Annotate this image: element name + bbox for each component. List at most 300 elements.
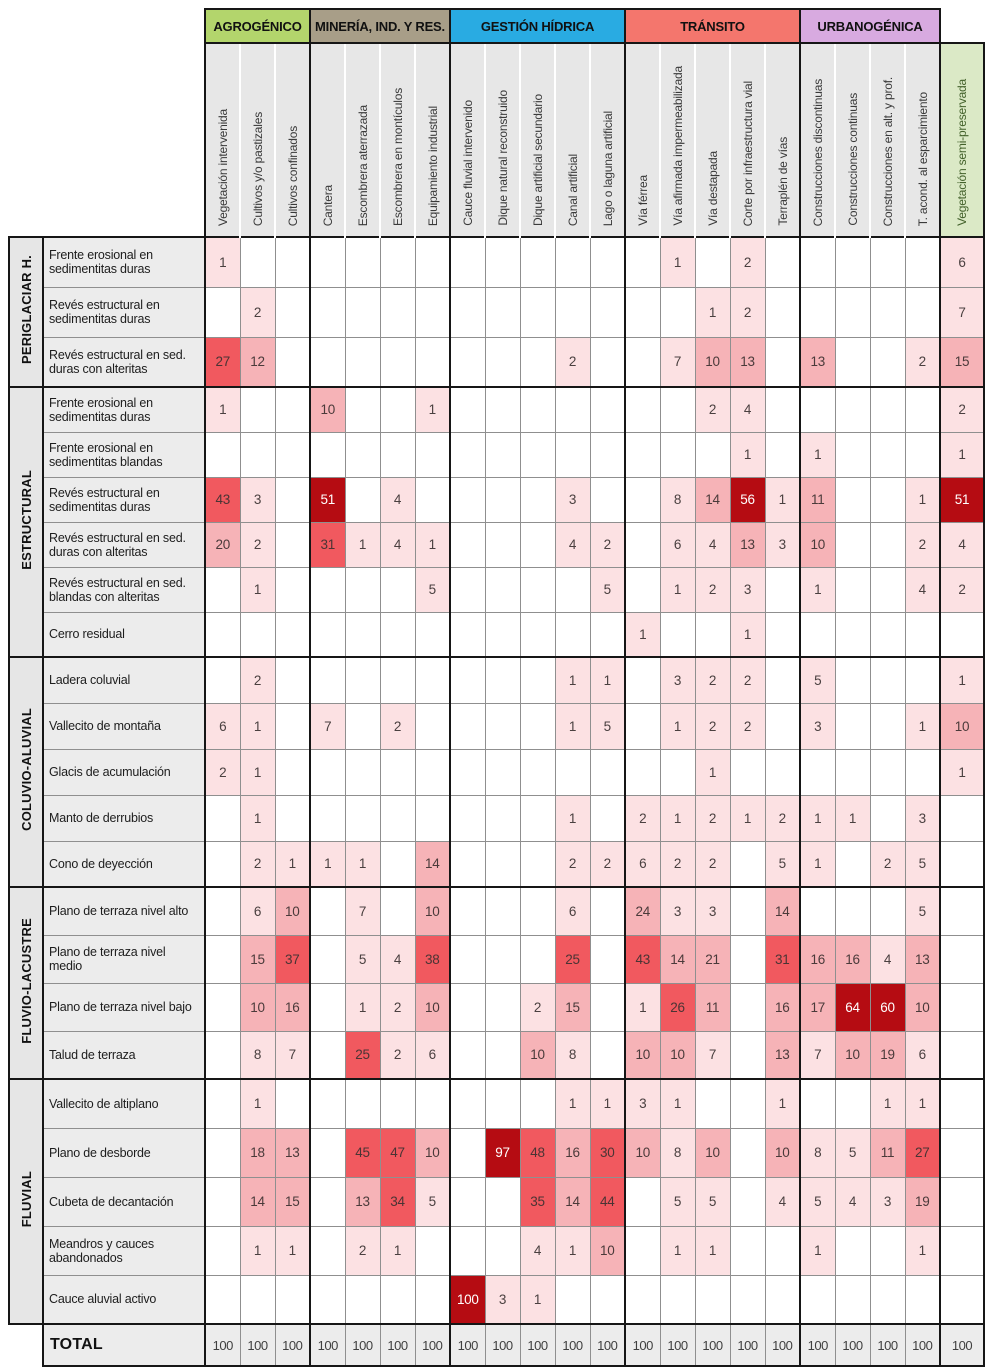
value-cell bbox=[450, 703, 485, 749]
value-cell: 4 bbox=[765, 1177, 800, 1226]
total-value-cell: 100 bbox=[555, 1324, 590, 1366]
value-cell bbox=[590, 1031, 625, 1079]
value-cell: 3 bbox=[660, 887, 695, 935]
row-label: Revés estructural en sed. duras con alteritas bbox=[43, 522, 205, 567]
value-cell bbox=[730, 983, 765, 1031]
value-cell bbox=[520, 612, 555, 657]
value-cell: 2 bbox=[345, 1226, 380, 1275]
value-cell: 4 bbox=[730, 387, 765, 432]
value-cell bbox=[730, 1275, 765, 1324]
table-row bbox=[9, 567, 984, 612]
value-cell bbox=[940, 1177, 984, 1226]
value-cell bbox=[835, 887, 870, 935]
value-cell bbox=[450, 387, 485, 432]
value-cell: 3 bbox=[555, 477, 590, 522]
value-cell: 1 bbox=[275, 841, 310, 887]
column-header bbox=[765, 43, 800, 237]
value-cell: 20 bbox=[205, 522, 240, 567]
value-cell: 34 bbox=[380, 1177, 415, 1226]
value-cell: 2 bbox=[730, 703, 765, 749]
value-cell bbox=[485, 337, 520, 387]
total-row bbox=[9, 1324, 984, 1366]
value-cell bbox=[380, 287, 415, 337]
total-value-cell: 100 bbox=[800, 1324, 835, 1366]
value-cell bbox=[870, 287, 905, 337]
value-cell: 16 bbox=[835, 935, 870, 983]
value-cell bbox=[730, 1031, 765, 1079]
value-cell bbox=[730, 887, 765, 935]
value-cell bbox=[765, 612, 800, 657]
value-cell: 2 bbox=[555, 841, 590, 887]
value-cell bbox=[415, 749, 450, 795]
total-value-cell: 100 bbox=[275, 1324, 310, 1366]
row-group-cell bbox=[9, 1079, 43, 1324]
value-cell bbox=[415, 287, 450, 337]
value-cell: 1 bbox=[240, 749, 275, 795]
value-cell: 16 bbox=[555, 1128, 590, 1177]
value-cell: 2 bbox=[695, 567, 730, 612]
value-cell: 4 bbox=[380, 477, 415, 522]
value-cell: 13 bbox=[730, 337, 765, 387]
column-header bbox=[625, 43, 660, 237]
value-cell bbox=[905, 1275, 940, 1324]
value-cell bbox=[870, 887, 905, 935]
value-cell: 10 bbox=[415, 887, 450, 935]
value-cell bbox=[415, 432, 450, 477]
value-cell bbox=[555, 287, 590, 337]
value-cell: 2 bbox=[240, 522, 275, 567]
value-cell bbox=[940, 935, 984, 983]
table-row bbox=[9, 1177, 984, 1226]
value-cell bbox=[730, 749, 765, 795]
value-cell bbox=[520, 567, 555, 612]
value-cell bbox=[205, 935, 240, 983]
value-cell bbox=[450, 1226, 485, 1275]
value-cell: 56 bbox=[730, 477, 765, 522]
value-cell bbox=[485, 657, 520, 703]
column-header-label: Cultivos y/o pastizales bbox=[250, 111, 265, 226]
value-cell bbox=[870, 1275, 905, 1324]
value-cell bbox=[345, 749, 380, 795]
value-cell bbox=[800, 612, 835, 657]
row-group-label: COLUVIO-ALUVIAL bbox=[18, 708, 34, 831]
value-cell bbox=[205, 1177, 240, 1226]
value-cell bbox=[835, 841, 870, 887]
value-cell: 97 bbox=[485, 1128, 520, 1177]
value-cell: 1 bbox=[940, 749, 984, 795]
value-cell: 48 bbox=[520, 1128, 555, 1177]
row-label: Vallecito de montaña bbox=[43, 703, 205, 749]
value-cell bbox=[835, 287, 870, 337]
value-cell bbox=[835, 477, 870, 522]
value-cell bbox=[625, 1275, 660, 1324]
value-cell bbox=[450, 795, 485, 841]
value-cell bbox=[310, 657, 345, 703]
value-cell: 10 bbox=[695, 337, 730, 387]
value-cell bbox=[450, 1079, 485, 1128]
column-header bbox=[450, 43, 485, 237]
value-cell bbox=[485, 432, 520, 477]
total-value-cell: 100 bbox=[625, 1324, 660, 1366]
value-cell bbox=[870, 432, 905, 477]
value-cell bbox=[555, 237, 590, 287]
value-cell bbox=[835, 1275, 870, 1324]
value-cell bbox=[590, 795, 625, 841]
value-cell bbox=[870, 337, 905, 387]
value-cell: 5 bbox=[905, 887, 940, 935]
value-cell bbox=[940, 1031, 984, 1079]
table-row bbox=[9, 657, 984, 703]
value-cell bbox=[415, 337, 450, 387]
value-cell: 1 bbox=[240, 567, 275, 612]
value-cell bbox=[695, 612, 730, 657]
value-cell: 15 bbox=[240, 935, 275, 983]
value-cell bbox=[310, 1128, 345, 1177]
row-label: Frente erosional en sedimentitas duras bbox=[43, 237, 205, 287]
column-group-header: MINERÍA, IND. Y RES. bbox=[310, 9, 450, 43]
value-cell bbox=[310, 887, 345, 935]
value-cell bbox=[380, 237, 415, 287]
value-cell: 3 bbox=[660, 657, 695, 703]
value-cell bbox=[275, 703, 310, 749]
value-cell: 2 bbox=[240, 841, 275, 887]
value-cell bbox=[555, 432, 590, 477]
value-cell bbox=[660, 1275, 695, 1324]
value-cell bbox=[800, 887, 835, 935]
value-cell bbox=[380, 612, 415, 657]
value-cell bbox=[450, 237, 485, 287]
value-cell: 2 bbox=[695, 795, 730, 841]
value-cell: 1 bbox=[660, 703, 695, 749]
value-cell: 6 bbox=[940, 237, 984, 287]
value-cell: 10 bbox=[905, 983, 940, 1031]
value-cell: 100 bbox=[450, 1275, 485, 1324]
column-header-label: Lago o laguna artificial bbox=[600, 110, 615, 226]
value-cell: 6 bbox=[625, 841, 660, 887]
value-cell bbox=[625, 657, 660, 703]
value-cell bbox=[660, 387, 695, 432]
value-cell bbox=[485, 887, 520, 935]
value-cell bbox=[520, 477, 555, 522]
value-cell: 13 bbox=[800, 337, 835, 387]
value-cell: 1 bbox=[240, 703, 275, 749]
value-cell bbox=[275, 567, 310, 612]
total-value-cell: 100 bbox=[835, 1324, 870, 1366]
value-cell: 4 bbox=[380, 935, 415, 983]
value-cell bbox=[625, 703, 660, 749]
value-cell: 2 bbox=[590, 841, 625, 887]
value-cell: 2 bbox=[730, 287, 765, 337]
value-cell: 2 bbox=[660, 841, 695, 887]
total-label: TOTAL bbox=[43, 1324, 205, 1366]
value-cell: 1 bbox=[940, 657, 984, 703]
value-cell bbox=[275, 237, 310, 287]
value-cell bbox=[835, 703, 870, 749]
value-cell bbox=[765, 1226, 800, 1275]
value-cell: 7 bbox=[275, 1031, 310, 1079]
value-cell bbox=[835, 749, 870, 795]
value-cell bbox=[205, 841, 240, 887]
value-cell: 2 bbox=[590, 522, 625, 567]
value-cell: 18 bbox=[240, 1128, 275, 1177]
value-cell bbox=[800, 237, 835, 287]
value-cell bbox=[240, 612, 275, 657]
value-cell: 14 bbox=[765, 887, 800, 935]
total-value-cell: 100 bbox=[520, 1324, 555, 1366]
value-cell bbox=[345, 1275, 380, 1324]
value-cell bbox=[800, 387, 835, 432]
value-cell: 4 bbox=[380, 522, 415, 567]
value-cell bbox=[345, 477, 380, 522]
column-header-label: Cantera bbox=[320, 184, 335, 226]
total-value-cell: 100 bbox=[380, 1324, 415, 1366]
row-label: Revés estructural en sed. duras con alteritas bbox=[43, 337, 205, 387]
value-cell bbox=[450, 1128, 485, 1177]
value-cell bbox=[450, 657, 485, 703]
value-cell bbox=[450, 477, 485, 522]
column-header-label: Vía férrea bbox=[635, 175, 650, 226]
value-cell: 7 bbox=[940, 287, 984, 337]
value-cell bbox=[905, 387, 940, 432]
value-cell bbox=[625, 749, 660, 795]
value-cell bbox=[345, 1079, 380, 1128]
value-cell bbox=[205, 432, 240, 477]
value-cell bbox=[765, 337, 800, 387]
value-cell bbox=[940, 1128, 984, 1177]
value-cell: 5 bbox=[800, 1177, 835, 1226]
value-cell: 8 bbox=[660, 477, 695, 522]
value-cell bbox=[870, 1226, 905, 1275]
value-cell: 3 bbox=[765, 522, 800, 567]
value-cell bbox=[275, 612, 310, 657]
value-cell: 26 bbox=[660, 983, 695, 1031]
value-cell bbox=[310, 567, 345, 612]
value-cell: 1 bbox=[835, 795, 870, 841]
value-cell bbox=[870, 477, 905, 522]
value-cell: 16 bbox=[765, 983, 800, 1031]
value-cell bbox=[310, 1079, 345, 1128]
value-cell bbox=[345, 795, 380, 841]
value-cell: 1 bbox=[380, 1226, 415, 1275]
column-header-label: Cauce fluvial intervenido bbox=[460, 100, 475, 226]
value-cell: 15 bbox=[275, 1177, 310, 1226]
value-cell bbox=[520, 795, 555, 841]
table-row bbox=[9, 1031, 984, 1079]
value-cell bbox=[415, 477, 450, 522]
value-cell: 7 bbox=[345, 887, 380, 935]
total-value-cell: 100 bbox=[695, 1324, 730, 1366]
value-cell: 1 bbox=[905, 477, 940, 522]
value-cell: 1 bbox=[800, 432, 835, 477]
value-cell bbox=[765, 287, 800, 337]
total-value-cell: 100 bbox=[765, 1324, 800, 1366]
value-cell bbox=[765, 657, 800, 703]
value-cell bbox=[485, 477, 520, 522]
column-header-label: Canal artificial bbox=[565, 153, 580, 226]
value-cell bbox=[380, 657, 415, 703]
value-cell: 3 bbox=[905, 795, 940, 841]
total-value-cell: 100 bbox=[590, 1324, 625, 1366]
value-cell bbox=[590, 749, 625, 795]
value-cell bbox=[800, 1275, 835, 1324]
row-group-cell bbox=[9, 387, 43, 657]
total-value-cell: 100 bbox=[310, 1324, 345, 1366]
value-cell bbox=[590, 1275, 625, 1324]
row-label: Glacis de acumulación bbox=[43, 749, 205, 795]
value-cell: 30 bbox=[590, 1128, 625, 1177]
value-cell: 5 bbox=[345, 935, 380, 983]
value-cell: 4 bbox=[905, 567, 940, 612]
value-cell bbox=[275, 432, 310, 477]
row-label: Cono de deyección bbox=[43, 841, 205, 887]
total-value-cell: 100 bbox=[660, 1324, 695, 1366]
value-cell: 21 bbox=[695, 935, 730, 983]
value-cell bbox=[275, 795, 310, 841]
value-cell bbox=[660, 287, 695, 337]
value-cell: 10 bbox=[415, 983, 450, 1031]
value-cell: 1 bbox=[660, 237, 695, 287]
value-cell bbox=[205, 795, 240, 841]
value-cell bbox=[310, 795, 345, 841]
value-cell bbox=[555, 387, 590, 432]
value-cell bbox=[415, 795, 450, 841]
value-cell: 51 bbox=[940, 477, 984, 522]
value-cell bbox=[310, 1275, 345, 1324]
value-cell bbox=[345, 237, 380, 287]
column-header bbox=[590, 43, 625, 237]
value-cell bbox=[625, 287, 660, 337]
value-cell: 1 bbox=[870, 1079, 905, 1128]
matrix-wrapper bbox=[8, 8, 985, 1367]
value-cell bbox=[485, 1177, 520, 1226]
value-cell bbox=[625, 567, 660, 612]
value-cell bbox=[625, 237, 660, 287]
column-header-preserved-vegetation bbox=[940, 43, 984, 237]
value-cell bbox=[450, 337, 485, 387]
value-cell: 38 bbox=[415, 935, 450, 983]
value-cell: 1 bbox=[730, 795, 765, 841]
column-header-label: Vegetación semi-preservada bbox=[955, 79, 969, 226]
value-cell: 6 bbox=[240, 887, 275, 935]
value-cell bbox=[450, 749, 485, 795]
value-cell: 1 bbox=[205, 387, 240, 432]
value-cell bbox=[345, 337, 380, 387]
value-cell bbox=[310, 432, 345, 477]
column-header-label: Terraplén de vías bbox=[775, 137, 790, 226]
value-cell: 10 bbox=[625, 1031, 660, 1079]
value-cell bbox=[485, 749, 520, 795]
value-cell bbox=[520, 522, 555, 567]
value-cell bbox=[590, 287, 625, 337]
value-cell bbox=[485, 237, 520, 287]
value-cell bbox=[905, 612, 940, 657]
value-cell bbox=[310, 287, 345, 337]
value-cell: 1 bbox=[800, 795, 835, 841]
row-label: Plano de terraza nivel medio bbox=[43, 935, 205, 983]
total-value-cell: 100 bbox=[905, 1324, 940, 1366]
value-cell bbox=[450, 887, 485, 935]
value-cell: 10 bbox=[765, 1128, 800, 1177]
value-cell bbox=[240, 1275, 275, 1324]
value-cell bbox=[835, 387, 870, 432]
value-cell bbox=[520, 337, 555, 387]
value-cell bbox=[590, 337, 625, 387]
value-cell bbox=[380, 841, 415, 887]
value-cell: 3 bbox=[695, 887, 730, 935]
value-cell: 31 bbox=[765, 935, 800, 983]
value-cell: 37 bbox=[275, 935, 310, 983]
table-row bbox=[9, 387, 984, 432]
table-row bbox=[9, 1079, 984, 1128]
column-header bbox=[870, 43, 905, 237]
value-cell bbox=[835, 612, 870, 657]
intervention-matrix-table bbox=[8, 8, 985, 1367]
value-cell bbox=[345, 567, 380, 612]
column-header bbox=[205, 43, 240, 237]
value-cell: 10 bbox=[800, 522, 835, 567]
value-cell bbox=[695, 1275, 730, 1324]
value-cell bbox=[205, 887, 240, 935]
value-cell bbox=[380, 432, 415, 477]
value-cell: 13 bbox=[345, 1177, 380, 1226]
row-label: Talud de terraza bbox=[43, 1031, 205, 1079]
value-cell: 10 bbox=[625, 1128, 660, 1177]
value-cell: 44 bbox=[590, 1177, 625, 1226]
value-cell bbox=[485, 287, 520, 337]
column-header bbox=[835, 43, 870, 237]
value-cell: 13 bbox=[905, 935, 940, 983]
value-cell bbox=[450, 432, 485, 477]
value-cell bbox=[450, 612, 485, 657]
row-label: Manto de derrubios bbox=[43, 795, 205, 841]
value-cell: 45 bbox=[345, 1128, 380, 1177]
value-cell bbox=[520, 387, 555, 432]
row-label: Meandros y cauces abandonados bbox=[43, 1226, 205, 1275]
value-cell: 16 bbox=[275, 983, 310, 1031]
value-cell: 24 bbox=[625, 887, 660, 935]
row-label: Frente erosional en sedimentitas blandas bbox=[43, 432, 205, 477]
value-cell: 25 bbox=[555, 935, 590, 983]
value-cell: 1 bbox=[555, 657, 590, 703]
value-cell: 14 bbox=[695, 477, 730, 522]
value-cell: 12 bbox=[240, 337, 275, 387]
column-header-label: Vía destapada bbox=[705, 151, 720, 226]
value-cell: 2 bbox=[940, 567, 984, 612]
value-cell: 47 bbox=[380, 1128, 415, 1177]
column-header bbox=[730, 43, 765, 237]
column-header-label: Construcciones continuas bbox=[845, 93, 860, 226]
table-row bbox=[9, 432, 984, 477]
value-cell: 15 bbox=[940, 337, 984, 387]
value-cell: 3 bbox=[625, 1079, 660, 1128]
value-cell bbox=[380, 567, 415, 612]
value-cell bbox=[310, 935, 345, 983]
value-cell bbox=[345, 287, 380, 337]
row-group-label: FLUVIO-LACUSTRE bbox=[18, 917, 34, 1044]
legend-area-spacer bbox=[9, 9, 205, 237]
value-cell: 1 bbox=[275, 1226, 310, 1275]
value-cell: 5 bbox=[660, 1177, 695, 1226]
value-cell bbox=[905, 287, 940, 337]
value-cell bbox=[870, 657, 905, 703]
table-row bbox=[9, 522, 984, 567]
column-header-label: Corte por infraestructura vial bbox=[740, 80, 755, 226]
value-cell: 10 bbox=[940, 703, 984, 749]
value-cell bbox=[380, 337, 415, 387]
value-cell: 15 bbox=[555, 983, 590, 1031]
value-cell: 10 bbox=[590, 1226, 625, 1275]
value-cell bbox=[485, 1226, 520, 1275]
